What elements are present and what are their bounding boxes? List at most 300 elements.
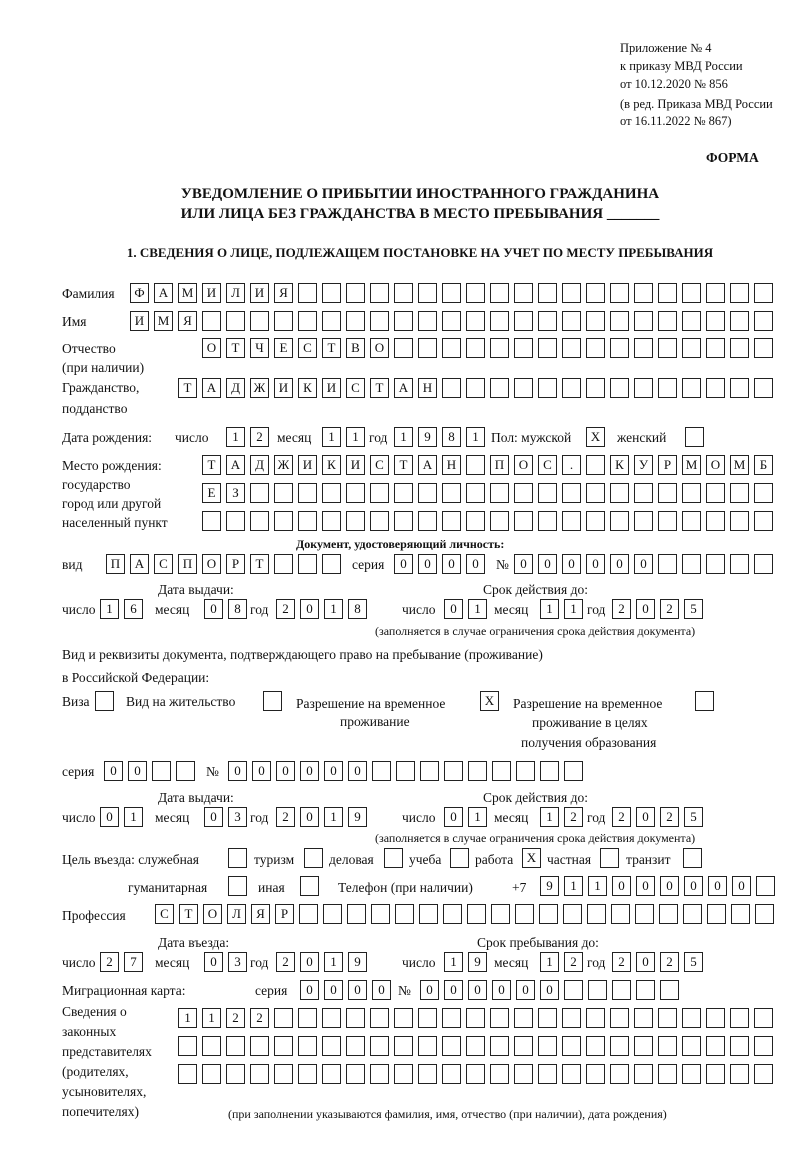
char-cell[interactable]: 0 (492, 980, 511, 1000)
char-cell[interactable]: К (610, 455, 629, 475)
char-cell[interactable] (754, 378, 773, 398)
char-cell[interactable]: 9 (468, 952, 487, 972)
char-cell[interactable] (370, 1036, 389, 1056)
char-cell[interactable]: 0 (444, 807, 463, 827)
char-cell[interactable] (274, 511, 293, 531)
char-cell[interactable] (274, 311, 293, 331)
char-cell[interactable]: 1 (468, 599, 487, 619)
char-cell[interactable] (538, 1036, 557, 1056)
char-cell[interactable] (682, 1008, 701, 1028)
char-cell[interactable] (562, 511, 581, 531)
char-cell[interactable]: Р (658, 455, 677, 475)
char-cell[interactable] (370, 483, 389, 503)
checkbox[interactable] (263, 691, 282, 711)
checkbox[interactable] (600, 848, 619, 868)
char-cell[interactable] (634, 311, 653, 331)
char-cell[interactable] (202, 311, 221, 331)
char-cell[interactable]: П (106, 554, 125, 574)
char-cell[interactable] (176, 761, 195, 781)
char-cell[interactable] (394, 1036, 413, 1056)
char-cell[interactable] (610, 1036, 629, 1056)
char-cell[interactable] (394, 1064, 413, 1084)
char-cell[interactable]: 1 (100, 599, 119, 619)
char-cell[interactable]: 2 (660, 807, 679, 827)
char-cell[interactable]: 2 (612, 599, 631, 619)
char-cell[interactable]: 9 (348, 952, 367, 972)
char-cell[interactable] (610, 1064, 629, 1084)
char-cell[interactable]: 5 (684, 952, 703, 972)
char-cell[interactable] (730, 378, 749, 398)
char-cell[interactable] (634, 511, 653, 531)
char-cell[interactable]: 0 (300, 807, 319, 827)
char-cell[interactable]: 0 (204, 599, 223, 619)
char-cell[interactable] (466, 483, 485, 503)
char-cell[interactable] (660, 980, 679, 1000)
char-cell[interactable] (658, 1036, 677, 1056)
char-cell[interactable] (418, 1008, 437, 1028)
char-cell[interactable]: И (298, 455, 317, 475)
char-cell[interactable] (468, 761, 487, 781)
char-cell[interactable] (755, 904, 774, 924)
char-cell[interactable] (658, 1008, 677, 1028)
char-cell[interactable]: Т (370, 378, 389, 398)
char-cell[interactable] (706, 1008, 725, 1028)
char-cell[interactable]: И (130, 311, 149, 331)
char-cell[interactable]: 0 (300, 952, 319, 972)
char-cell[interactable]: . (562, 455, 581, 475)
char-cell[interactable]: 1 (540, 599, 559, 619)
char-cell[interactable] (299, 904, 318, 924)
char-cell[interactable] (756, 876, 775, 896)
char-cell[interactable] (586, 311, 605, 331)
char-cell[interactable]: 2 (660, 952, 679, 972)
char-cell[interactable] (707, 904, 726, 924)
char-cell[interactable] (610, 283, 629, 303)
char-cell[interactable]: 0 (466, 554, 485, 574)
char-cell[interactable]: Я (251, 904, 270, 924)
char-cell[interactable] (658, 1064, 677, 1084)
char-cell[interactable]: 8 (228, 599, 247, 619)
char-cell[interactable] (491, 904, 510, 924)
char-cell[interactable]: 0 (300, 599, 319, 619)
char-cell[interactable]: 0 (348, 980, 367, 1000)
char-cell[interactable]: 0 (100, 807, 119, 827)
char-cell[interactable] (754, 1064, 773, 1084)
char-cell[interactable] (442, 483, 461, 503)
char-cell[interactable]: 2 (660, 599, 679, 619)
char-cell[interactable]: 1 (226, 427, 245, 447)
char-cell[interactable] (610, 311, 629, 331)
char-cell[interactable] (564, 761, 583, 781)
char-cell[interactable] (418, 311, 437, 331)
char-cell[interactable]: 1 (178, 1008, 197, 1028)
char-cell[interactable] (538, 483, 557, 503)
char-cell[interactable]: 2 (276, 952, 295, 972)
char-cell[interactable] (274, 554, 293, 574)
char-cell[interactable]: 0 (420, 980, 439, 1000)
char-cell[interactable] (490, 378, 509, 398)
char-cell[interactable] (226, 1036, 245, 1056)
char-cell[interactable] (538, 338, 557, 358)
char-cell[interactable]: 1 (588, 876, 607, 896)
char-cell[interactable]: И (202, 283, 221, 303)
char-cell[interactable] (395, 904, 414, 924)
char-cell[interactable]: 0 (708, 876, 727, 896)
char-cell[interactable]: 0 (660, 876, 679, 896)
char-cell[interactable] (754, 554, 773, 574)
char-cell[interactable] (418, 1036, 437, 1056)
char-cell[interactable] (683, 904, 702, 924)
checkbox[interactable]: X (480, 691, 499, 711)
char-cell[interactable] (658, 283, 677, 303)
char-cell[interactable] (682, 338, 701, 358)
char-cell[interactable] (587, 904, 606, 924)
char-cell[interactable] (467, 904, 486, 924)
char-cell[interactable] (322, 283, 341, 303)
char-cell[interactable] (394, 483, 413, 503)
char-cell[interactable] (563, 904, 582, 924)
char-cell[interactable]: С (154, 554, 173, 574)
char-cell[interactable] (442, 511, 461, 531)
char-cell[interactable] (274, 483, 293, 503)
char-cell[interactable]: С (298, 338, 317, 358)
char-cell[interactable]: Т (322, 338, 341, 358)
char-cell[interactable] (562, 311, 581, 331)
char-cell[interactable]: 8 (442, 427, 461, 447)
char-cell[interactable]: 0 (538, 554, 557, 574)
char-cell[interactable] (442, 311, 461, 331)
checkbox[interactable] (384, 848, 403, 868)
char-cell[interactable] (490, 511, 509, 531)
char-cell[interactable]: И (250, 283, 269, 303)
char-cell[interactable]: 1 (394, 427, 413, 447)
char-cell[interactable]: Б (754, 455, 773, 475)
char-cell[interactable] (396, 761, 415, 781)
char-cell[interactable] (442, 283, 461, 303)
char-cell[interactable] (682, 378, 701, 398)
char-cell[interactable] (250, 511, 269, 531)
char-cell[interactable]: М (154, 311, 173, 331)
checkbox[interactable] (95, 691, 114, 711)
char-cell[interactable] (442, 1008, 461, 1028)
char-cell[interactable] (682, 1036, 701, 1056)
char-cell[interactable] (588, 980, 607, 1000)
char-cell[interactable] (516, 761, 535, 781)
char-cell[interactable] (635, 904, 654, 924)
char-cell[interactable] (706, 311, 725, 331)
char-cell[interactable] (370, 1008, 389, 1028)
char-cell[interactable] (466, 1008, 485, 1028)
char-cell[interactable] (394, 1008, 413, 1028)
char-cell[interactable] (658, 483, 677, 503)
char-cell[interactable] (514, 1008, 533, 1028)
char-cell[interactable] (730, 554, 749, 574)
char-cell[interactable]: 0 (610, 554, 629, 574)
char-cell[interactable] (274, 1036, 293, 1056)
char-cell[interactable] (226, 1064, 245, 1084)
char-cell[interactable]: 0 (442, 554, 461, 574)
char-cell[interactable]: Н (418, 378, 437, 398)
checkbox[interactable] (228, 848, 247, 868)
char-cell[interactable]: 0 (636, 876, 655, 896)
char-cell[interactable] (611, 904, 630, 924)
char-cell[interactable]: 0 (418, 554, 437, 574)
char-cell[interactable] (754, 338, 773, 358)
char-cell[interactable]: 0 (684, 876, 703, 896)
char-cell[interactable] (538, 378, 557, 398)
char-cell[interactable] (371, 904, 390, 924)
char-cell[interactable] (226, 511, 245, 531)
char-cell[interactable] (466, 1064, 485, 1084)
char-cell[interactable] (394, 311, 413, 331)
char-cell[interactable] (586, 1036, 605, 1056)
char-cell[interactable]: А (130, 554, 149, 574)
char-cell[interactable]: Р (226, 554, 245, 574)
char-cell[interactable]: 1 (202, 1008, 221, 1028)
char-cell[interactable] (610, 1008, 629, 1028)
char-cell[interactable] (730, 511, 749, 531)
char-cell[interactable] (418, 283, 437, 303)
char-cell[interactable] (634, 1008, 653, 1028)
char-cell[interactable]: 0 (634, 554, 653, 574)
char-cell[interactable] (682, 554, 701, 574)
checkbox[interactable] (300, 876, 319, 896)
char-cell[interactable] (346, 311, 365, 331)
char-cell[interactable]: 0 (444, 599, 463, 619)
char-cell[interactable] (586, 511, 605, 531)
char-cell[interactable]: А (418, 455, 437, 475)
char-cell[interactable] (562, 483, 581, 503)
char-cell[interactable]: 1 (540, 952, 559, 972)
char-cell[interactable]: 1 (466, 427, 485, 447)
char-cell[interactable]: 0 (612, 876, 631, 896)
char-cell[interactable]: 0 (516, 980, 535, 1000)
char-cell[interactable]: 0 (324, 980, 343, 1000)
char-cell[interactable]: 9 (348, 807, 367, 827)
char-cell[interactable]: 1 (124, 807, 143, 827)
char-cell[interactable]: П (178, 554, 197, 574)
char-cell[interactable]: 2 (250, 427, 269, 447)
char-cell[interactable]: 0 (276, 761, 295, 781)
char-cell[interactable]: 0 (128, 761, 147, 781)
char-cell[interactable] (442, 338, 461, 358)
char-cell[interactable]: Я (274, 283, 293, 303)
char-cell[interactable]: О (370, 338, 389, 358)
char-cell[interactable] (754, 283, 773, 303)
char-cell[interactable]: 2 (564, 952, 583, 972)
char-cell[interactable] (347, 904, 366, 924)
char-cell[interactable] (754, 511, 773, 531)
char-cell[interactable] (706, 511, 725, 531)
char-cell[interactable]: 5 (684, 807, 703, 827)
char-cell[interactable]: 0 (252, 761, 271, 781)
char-cell[interactable]: 1 (540, 807, 559, 827)
checkbox[interactable] (450, 848, 469, 868)
char-cell[interactable] (418, 511, 437, 531)
char-cell[interactable] (443, 904, 462, 924)
checkbox[interactable] (228, 876, 247, 896)
char-cell[interactable]: Я (178, 311, 197, 331)
char-cell[interactable] (298, 1008, 317, 1028)
char-cell[interactable] (610, 338, 629, 358)
char-cell[interactable]: 1 (322, 427, 341, 447)
char-cell[interactable] (466, 511, 485, 531)
char-cell[interactable] (562, 338, 581, 358)
char-cell[interactable] (372, 761, 391, 781)
char-cell[interactable]: 0 (444, 980, 463, 1000)
char-cell[interactable]: 2 (250, 1008, 269, 1028)
char-cell[interactable] (250, 1036, 269, 1056)
char-cell[interactable]: З (226, 483, 245, 503)
char-cell[interactable]: Л (227, 904, 246, 924)
char-cell[interactable]: А (394, 378, 413, 398)
char-cell[interactable] (682, 311, 701, 331)
char-cell[interactable] (492, 761, 511, 781)
char-cell[interactable] (514, 378, 533, 398)
char-cell[interactable]: И (346, 455, 365, 475)
char-cell[interactable]: 1 (468, 807, 487, 827)
char-cell[interactable]: Л (226, 283, 245, 303)
char-cell[interactable] (682, 283, 701, 303)
char-cell[interactable] (202, 1036, 221, 1056)
char-cell[interactable] (178, 1036, 197, 1056)
char-cell[interactable] (586, 338, 605, 358)
char-cell[interactable] (442, 1036, 461, 1056)
char-cell[interactable] (706, 1064, 725, 1084)
char-cell[interactable] (442, 1064, 461, 1084)
char-cell[interactable] (539, 904, 558, 924)
char-cell[interactable] (322, 554, 341, 574)
char-cell[interactable]: 0 (586, 554, 605, 574)
char-cell[interactable] (634, 378, 653, 398)
char-cell[interactable] (730, 1036, 749, 1056)
char-cell[interactable]: С (538, 455, 557, 475)
char-cell[interactable]: В (346, 338, 365, 358)
checkbox[interactable] (683, 848, 702, 868)
char-cell[interactable]: К (298, 378, 317, 398)
char-cell[interactable] (298, 283, 317, 303)
char-cell[interactable] (322, 1064, 341, 1084)
char-cell[interactable]: 0 (300, 761, 319, 781)
char-cell[interactable] (202, 1064, 221, 1084)
char-cell[interactable] (658, 338, 677, 358)
char-cell[interactable]: 2 (226, 1008, 245, 1028)
char-cell[interactable] (418, 338, 437, 358)
char-cell[interactable]: 6 (124, 599, 143, 619)
char-cell[interactable] (370, 511, 389, 531)
char-cell[interactable] (612, 980, 631, 1000)
char-cell[interactable]: 9 (540, 876, 559, 896)
char-cell[interactable] (466, 1036, 485, 1056)
char-cell[interactable]: У (634, 455, 653, 475)
char-cell[interactable] (634, 483, 653, 503)
char-cell[interactable]: 2 (612, 807, 631, 827)
char-cell[interactable] (706, 1036, 725, 1056)
char-cell[interactable]: 1 (564, 599, 583, 619)
char-cell[interactable]: К (322, 455, 341, 475)
char-cell[interactable]: Е (274, 338, 293, 358)
char-cell[interactable]: 2 (564, 807, 583, 827)
char-cell[interactable] (731, 904, 750, 924)
char-cell[interactable] (298, 483, 317, 503)
char-cell[interactable] (250, 483, 269, 503)
char-cell[interactable] (346, 283, 365, 303)
char-cell[interactable] (514, 338, 533, 358)
char-cell[interactable]: Т (394, 455, 413, 475)
char-cell[interactable] (466, 455, 485, 475)
char-cell[interactable] (562, 1064, 581, 1084)
char-cell[interactable] (418, 483, 437, 503)
char-cell[interactable] (706, 283, 725, 303)
char-cell[interactable] (658, 311, 677, 331)
char-cell[interactable]: С (155, 904, 174, 924)
char-cell[interactable] (490, 283, 509, 303)
char-cell[interactable] (298, 511, 317, 531)
char-cell[interactable]: С (370, 455, 389, 475)
char-cell[interactable] (634, 1036, 653, 1056)
char-cell[interactable] (490, 1008, 509, 1028)
char-cell[interactable]: Д (250, 455, 269, 475)
char-cell[interactable] (322, 1036, 341, 1056)
char-cell[interactable] (682, 511, 701, 531)
char-cell[interactable] (754, 311, 773, 331)
char-cell[interactable] (706, 483, 725, 503)
char-cell[interactable] (659, 904, 678, 924)
checkbox[interactable]: X (522, 848, 541, 868)
char-cell[interactable]: 0 (394, 554, 413, 574)
char-cell[interactable]: 0 (468, 980, 487, 1000)
char-cell[interactable]: Ж (250, 378, 269, 398)
char-cell[interactable] (322, 1008, 341, 1028)
char-cell[interactable] (346, 1008, 365, 1028)
char-cell[interactable]: 0 (540, 980, 559, 1000)
char-cell[interactable] (586, 455, 605, 475)
char-cell[interactable] (370, 283, 389, 303)
char-cell[interactable] (394, 283, 413, 303)
char-cell[interactable] (730, 1064, 749, 1084)
char-cell[interactable]: 9 (418, 427, 437, 447)
char-cell[interactable]: 7 (124, 952, 143, 972)
char-cell[interactable] (514, 311, 533, 331)
char-cell[interactable] (322, 483, 341, 503)
char-cell[interactable] (730, 311, 749, 331)
char-cell[interactable] (540, 761, 559, 781)
char-cell[interactable] (562, 1036, 581, 1056)
char-cell[interactable] (298, 1036, 317, 1056)
char-cell[interactable] (298, 554, 317, 574)
char-cell[interactable] (754, 483, 773, 503)
char-cell[interactable] (682, 483, 701, 503)
char-cell[interactable]: М (730, 455, 749, 475)
checkbox[interactable]: X (586, 427, 605, 447)
char-cell[interactable] (346, 483, 365, 503)
char-cell[interactable]: 2 (276, 599, 295, 619)
char-cell[interactable] (586, 1008, 605, 1028)
char-cell[interactable] (706, 378, 725, 398)
char-cell[interactable]: Т (226, 338, 245, 358)
char-cell[interactable]: 0 (562, 554, 581, 574)
char-cell[interactable]: 1 (346, 427, 365, 447)
char-cell[interactable] (754, 1036, 773, 1056)
char-cell[interactable]: 0 (636, 952, 655, 972)
char-cell[interactable] (274, 1064, 293, 1084)
char-cell[interactable]: 0 (228, 761, 247, 781)
char-cell[interactable]: 1 (564, 876, 583, 896)
char-cell[interactable]: Е (202, 483, 221, 503)
char-cell[interactable] (420, 761, 439, 781)
char-cell[interactable] (466, 311, 485, 331)
char-cell[interactable] (466, 283, 485, 303)
